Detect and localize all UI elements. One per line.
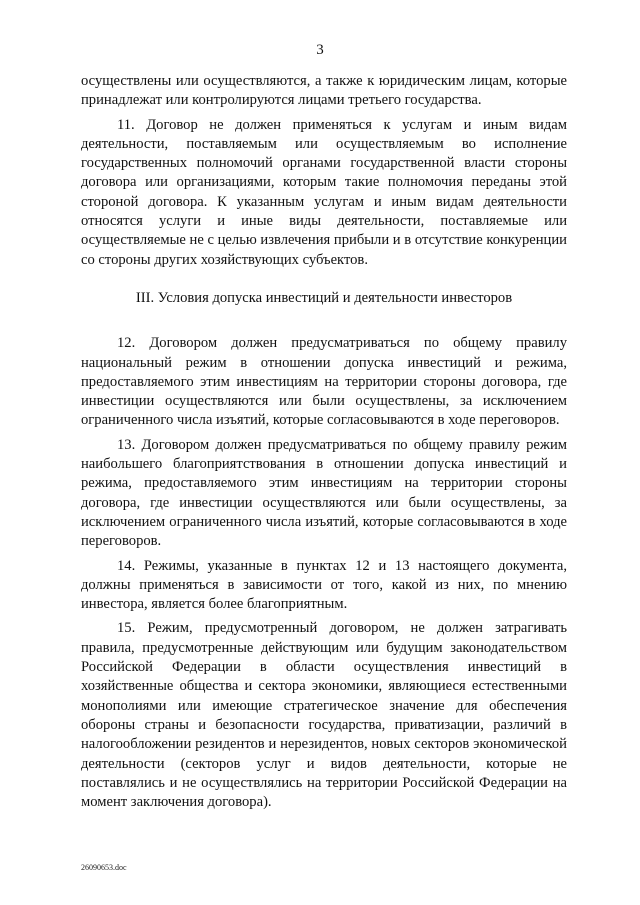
- section-heading: III. Условия допуска инвестиций и деятельности инвесторов: [135, 289, 513, 306]
- paragraph-12: 12. Договором должен предусматриваться по общему правилу национальный режим в отношении допуска инвестиций и режима, предоставляемого этим инвестициям на территории стороны договора, где инвестиции осуществляются или были осуществлены, за исключением ограниченного числа изъятий, которые согласовываются в ходе переговоров.: [81, 335, 567, 429]
- page-number: 3: [316, 42, 324, 58]
- paragraph-11: 11. Договор не должен применяться к услугам и иным видам деятельности, поставляемым или осуществляемым во исполнение государственных полномочий органами государственной власти стороны договора или организациями, которым такие полномочия переданы этой стороной договора. К указанным услугам и иным видам деятельности относятся услуги и иные виды деятельности, поставляемые или осуществляемые не с целью извлечения прибыли и в отсутствие конкуренции со стороны других хозяйствующих субъектов.: [81, 116, 567, 268]
- document-body: [81, 72, 567, 817]
- footer-filename: 26090653.doc: [81, 863, 127, 872]
- paragraph-14: 14. Режимы, указанные в пунктах 12 и 13 настоящего документа, должны применяться в зависимости от того, какой из них, по мнению инвестора, является более благоприятным.: [81, 557, 567, 613]
- paragraph-13: 13. Договором должен предусматриваться по общему правилу режим наибольшего благоприятствования в отношении допуска инвестиций и режима, предоставляемого этим инвестициям на территории стороны договора, где инвестиции осуществляются или были осуществлены, за исключением ограниченного числа изъятий, которые согласовываются в ходе переговоров.: [81, 436, 567, 550]
- paragraph-15: 15. Режим, предусмотренный договором, не должен затрагивать правила, предусмотренные действующим или будущим законодательством Российской Федерации в области осуществления инвестиций в хозяйственные общества и сектора экономики, являющиеся естественными монополиями или имеющие стратегическое значение для обеспечения обороны страны и безопасности государства, приватизации, различий в налогообложении резидентов и нерезидентов, новых секторов экономической деятельности (секторов услуг и видов деятельности, которые не поставлялись и не осуществлялись на территории Российской Федерации на момент заключения договора).: [81, 620, 567, 811]
- paragraph-continuation: осуществлены или осуществляются, а также к юридическим лицам, которые принадлежат или контролируются лицами третьего государства.: [81, 73, 567, 109]
